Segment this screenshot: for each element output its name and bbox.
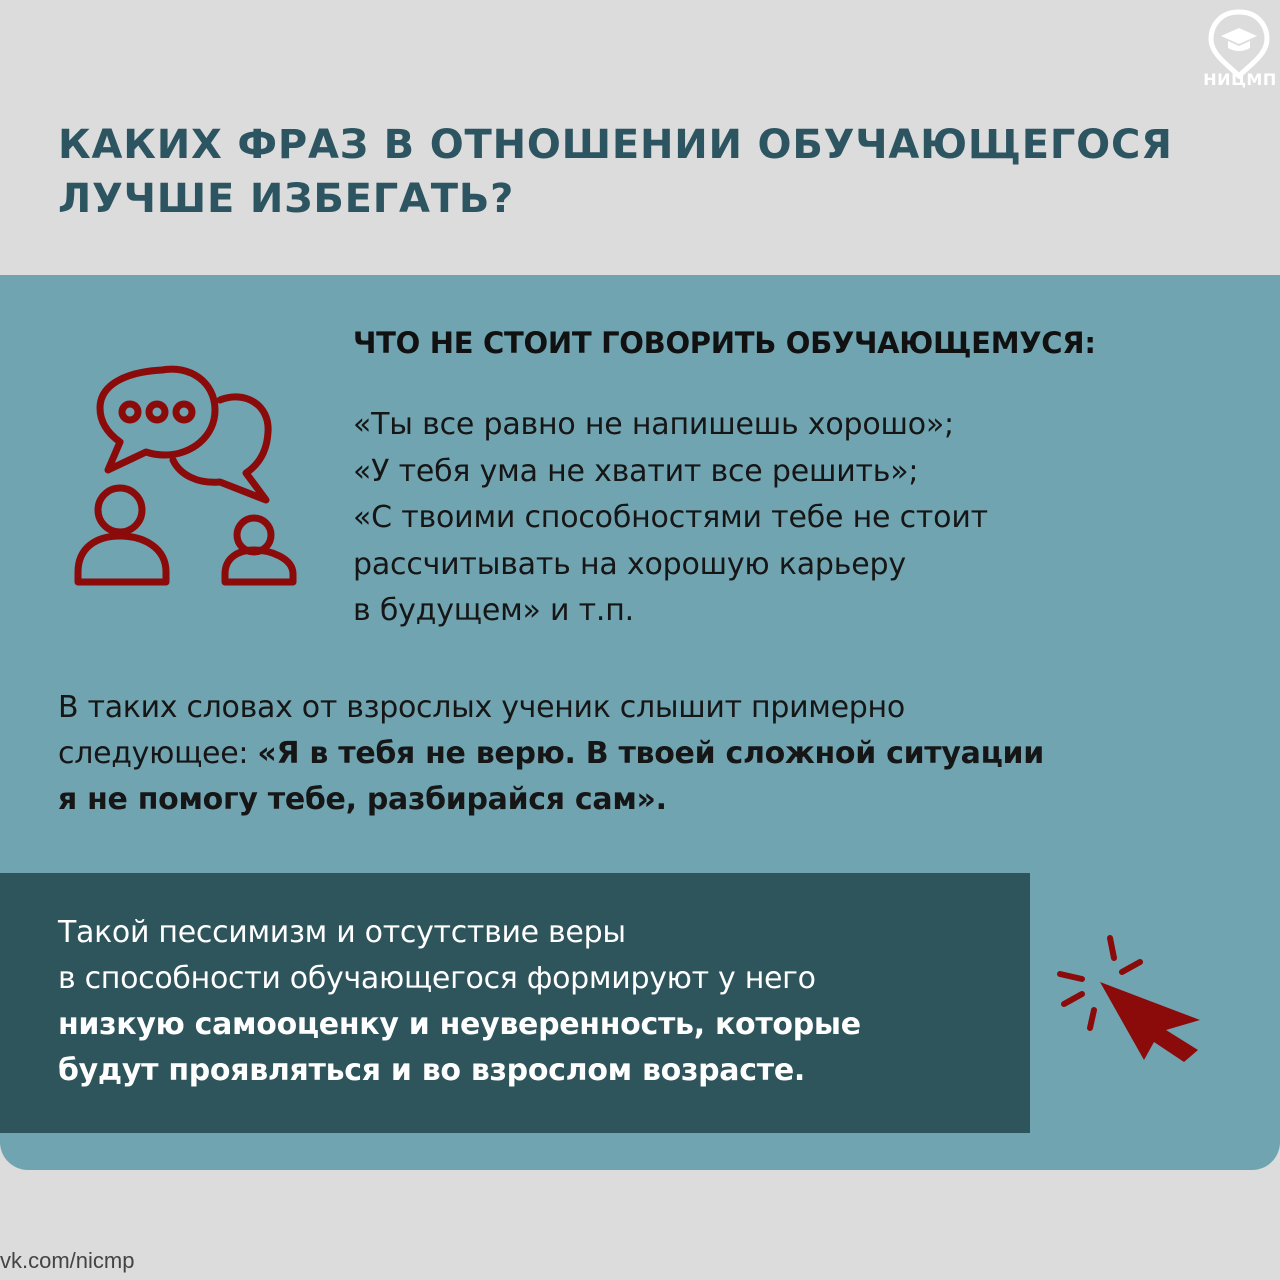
quote-line: «У тебя ума не хватит все решить»; (353, 453, 919, 489)
quotes-list (353, 402, 988, 635)
section-subtitle: ЧТО НЕ СТОИТ ГОВОРИТЬ ОБУЧАЮЩЕМУСЯ: (353, 326, 1096, 360)
quote-line: рассчитывать на хорошую карьеру (353, 546, 906, 582)
conclusion-line-2: в способности обучающегося формируют у него (58, 961, 816, 996)
conclusion-line-1: Такой пессимизм и отсутствие веры (58, 915, 626, 950)
paragraph-line-3-bold: я не помогу тебе, разбирайся сам». (58, 782, 667, 817)
conclusion-line-3-bold: низкую самооценку и неуверенность, которые (58, 1007, 861, 1042)
cursor-click-icon (1052, 932, 1212, 1067)
quote-line: «С твоими способностями тебе не стоит (353, 500, 988, 535)
page-title (58, 118, 1173, 226)
conclusion-line-4-bold: будут проявляться и во взрослом возрасте. (58, 1053, 805, 1088)
explanation-paragraph (58, 685, 1188, 823)
title-line-1: КАКИХ ФРАЗ В ОТНОШЕНИИ ОБУЧАЮЩЕГОСЯ (58, 122, 1173, 168)
quote-line: в будущем» и т.п. (353, 593, 634, 628)
quote-line: «Ты все равно не напишешь хорошо»; (353, 407, 954, 442)
footer-link[interactable]: vk.com/nicmp (0, 1248, 135, 1273)
paragraph-line-1: В таких словах от взрослых ученик слышит примерно (58, 690, 905, 725)
people-chat-icon (70, 360, 305, 595)
paragraph-line-2 (58, 731, 1188, 777)
logo-text: НИЦМП (1203, 70, 1277, 89)
paragraph-line-2-bold: «Я в тебя не верю. В твоей сложной ситуации (257, 736, 1044, 771)
paragraph-line-2-regular: следующее: (58, 736, 258, 771)
conclusion-text (58, 910, 861, 1094)
title-line-2: ЛУЧШЕ ИЗБЕГАТЬ? (58, 176, 515, 222)
